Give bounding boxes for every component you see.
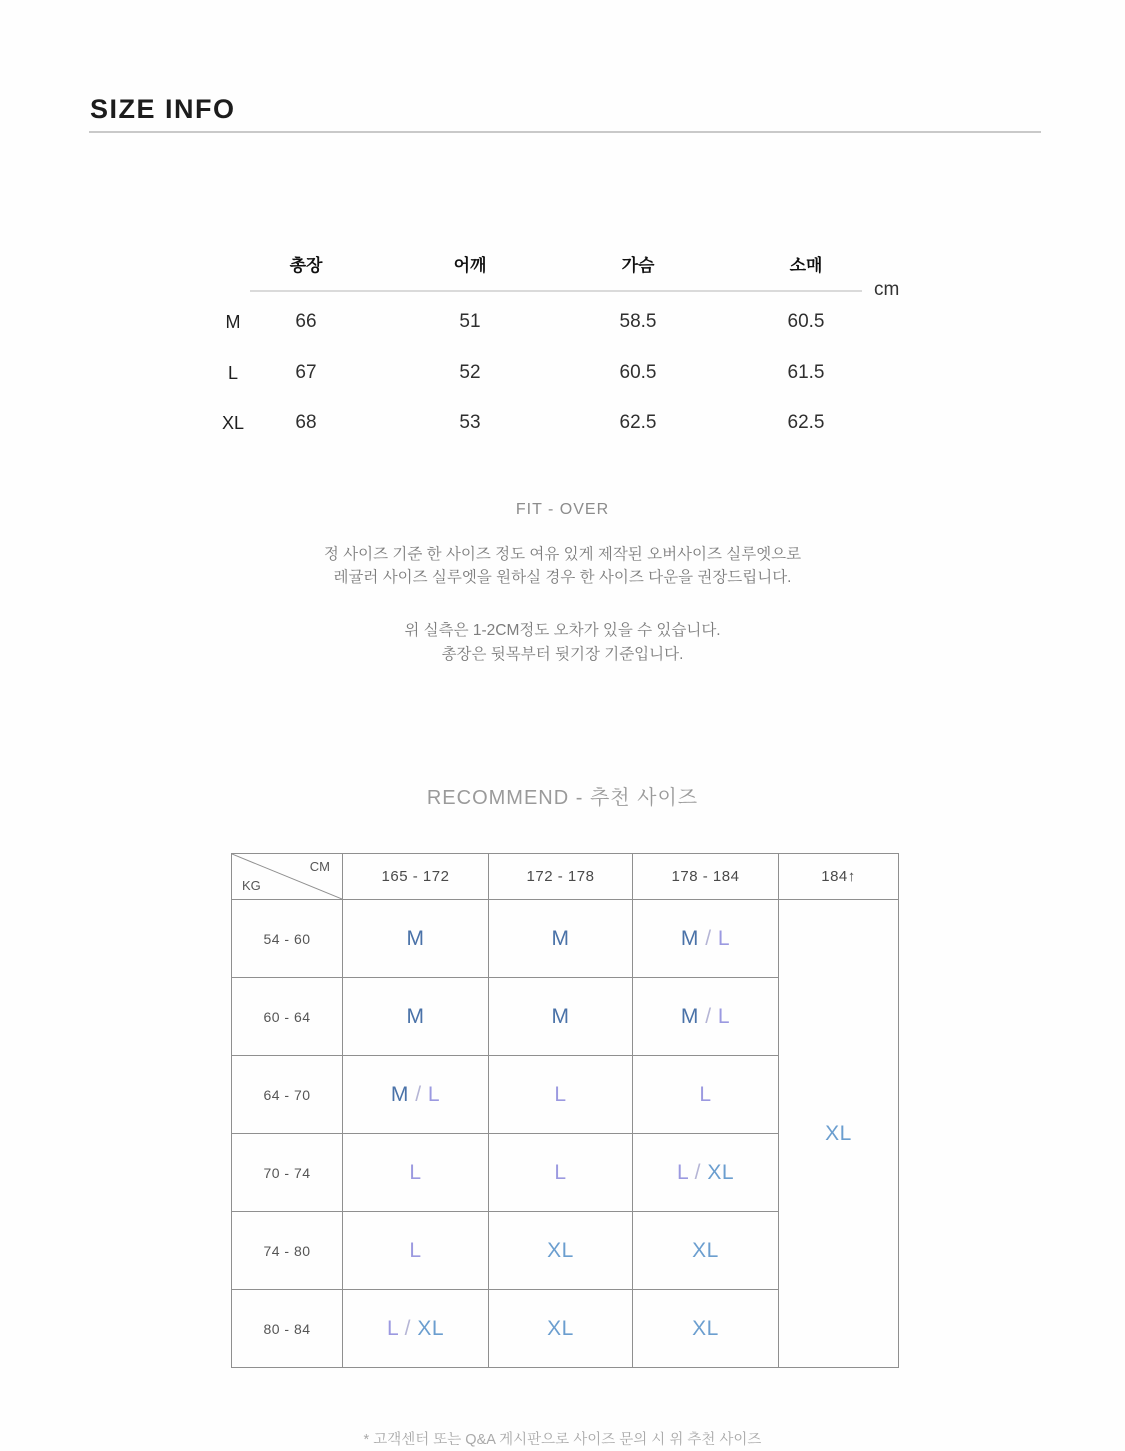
cell-xl-sleeve: 62.5 <box>787 412 825 433</box>
kg-range: 54 - 60 <box>232 900 343 978</box>
cell-m-shoulder: 51 <box>459 311 481 332</box>
fit-description-line2: 레귤러 사이즈 실루엣을 원하실 경우 한 사이즈 다운을 권장드립니다. <box>333 569 792 586</box>
height-header-1: 165 - 172 <box>343 854 489 900</box>
col-header-length: 총장 <box>289 256 323 275</box>
size-cell: M / L <box>633 978 779 1056</box>
size-cell: M / L <box>343 1056 489 1134</box>
page-title: SIZE INFO <box>90 94 236 124</box>
col-header-sleeve: 소매 <box>789 256 823 275</box>
size-cell: L <box>633 1056 779 1134</box>
size-cell: XL <box>633 1212 779 1290</box>
cell-xl-chest: 62.5 <box>619 412 657 433</box>
unit-label: cm <box>874 279 900 300</box>
size-cell: XL <box>489 1212 633 1290</box>
recommend-row <box>232 900 899 978</box>
measurement-note-line1: 위 실측은 1-2CM정도 오차가 있을 수 있습니다. <box>404 622 721 639</box>
kg-range: 60 - 64 <box>232 978 343 1056</box>
row-label-m: M <box>225 312 241 332</box>
cell-l-length: 67 <box>295 362 317 383</box>
row-label-xl: XL <box>221 413 245 433</box>
size-cell: M / L <box>633 900 779 978</box>
measurement-note-line2: 총장은 뒷목부터 뒷기장 기준입니다. <box>441 646 684 663</box>
measurement-note <box>0 619 1125 667</box>
cell-xl-shoulder: 53 <box>459 412 481 433</box>
size-cell-xl-merged: XL <box>779 900 899 1368</box>
size-cell: M <box>343 978 489 1056</box>
size-inquiry-footnote: * 고객센터 또는 Q&A 게시판으로 사이즈 문의 시 위 추천 사이즈 <box>363 1432 762 1448</box>
table-header-rule <box>250 290 862 292</box>
size-cell: M <box>343 900 489 978</box>
corner-cell <box>232 854 343 900</box>
col-header-shoulder: 어깨 <box>453 256 487 275</box>
col-header-chest: 가슴 <box>621 256 655 275</box>
corner-cm-label: CM <box>309 859 330 874</box>
fit-description-line1: 정 사이즈 기준 한 사이즈 정도 여유 있게 제작된 오버사이즈 실루엣으로 <box>323 546 802 563</box>
row-label-l: L <box>227 363 239 383</box>
size-cell: M <box>489 978 633 1056</box>
kg-range: 64 - 70 <box>232 1056 343 1134</box>
kg-range: 70 - 74 <box>232 1134 343 1212</box>
size-cell: L <box>343 1134 489 1212</box>
cell-m-chest: 58.5 <box>619 311 657 332</box>
fit-description <box>0 543 1125 589</box>
kg-range: 74 - 80 <box>232 1212 343 1290</box>
size-cell: M <box>489 900 633 978</box>
size-cell: XL <box>489 1290 633 1368</box>
size-cell: L <box>343 1212 489 1290</box>
height-header-3: 178 - 184 <box>633 854 779 900</box>
height-header-4: 184↑ <box>779 854 899 900</box>
cell-m-sleeve: 60.5 <box>787 311 825 332</box>
size-cell: L <box>489 1134 633 1212</box>
kg-range: 80 - 84 <box>232 1290 343 1368</box>
cell-l-shoulder: 52 <box>459 362 481 383</box>
fit-label: FIT - OVER <box>515 501 610 518</box>
corner-kg-label: KG <box>242 878 261 893</box>
recommend-size-table <box>231 853 899 1368</box>
size-cell: L <box>489 1056 633 1134</box>
height-header-2: 172 - 178 <box>489 854 633 900</box>
cell-l-sleeve: 61.5 <box>787 362 825 383</box>
cell-xl-length: 68 <box>295 412 317 433</box>
recommend-header-row <box>232 854 899 900</box>
cell-l-chest: 60.5 <box>619 362 657 383</box>
size-cell: XL <box>633 1290 779 1368</box>
size-cell: L / XL <box>343 1290 489 1368</box>
recommend-title: RECOMMEND - 추천 사이즈 <box>426 787 699 809</box>
title-divider <box>89 131 1041 133</box>
size-cell: L / XL <box>633 1134 779 1212</box>
cell-m-length: 66 <box>295 311 317 332</box>
